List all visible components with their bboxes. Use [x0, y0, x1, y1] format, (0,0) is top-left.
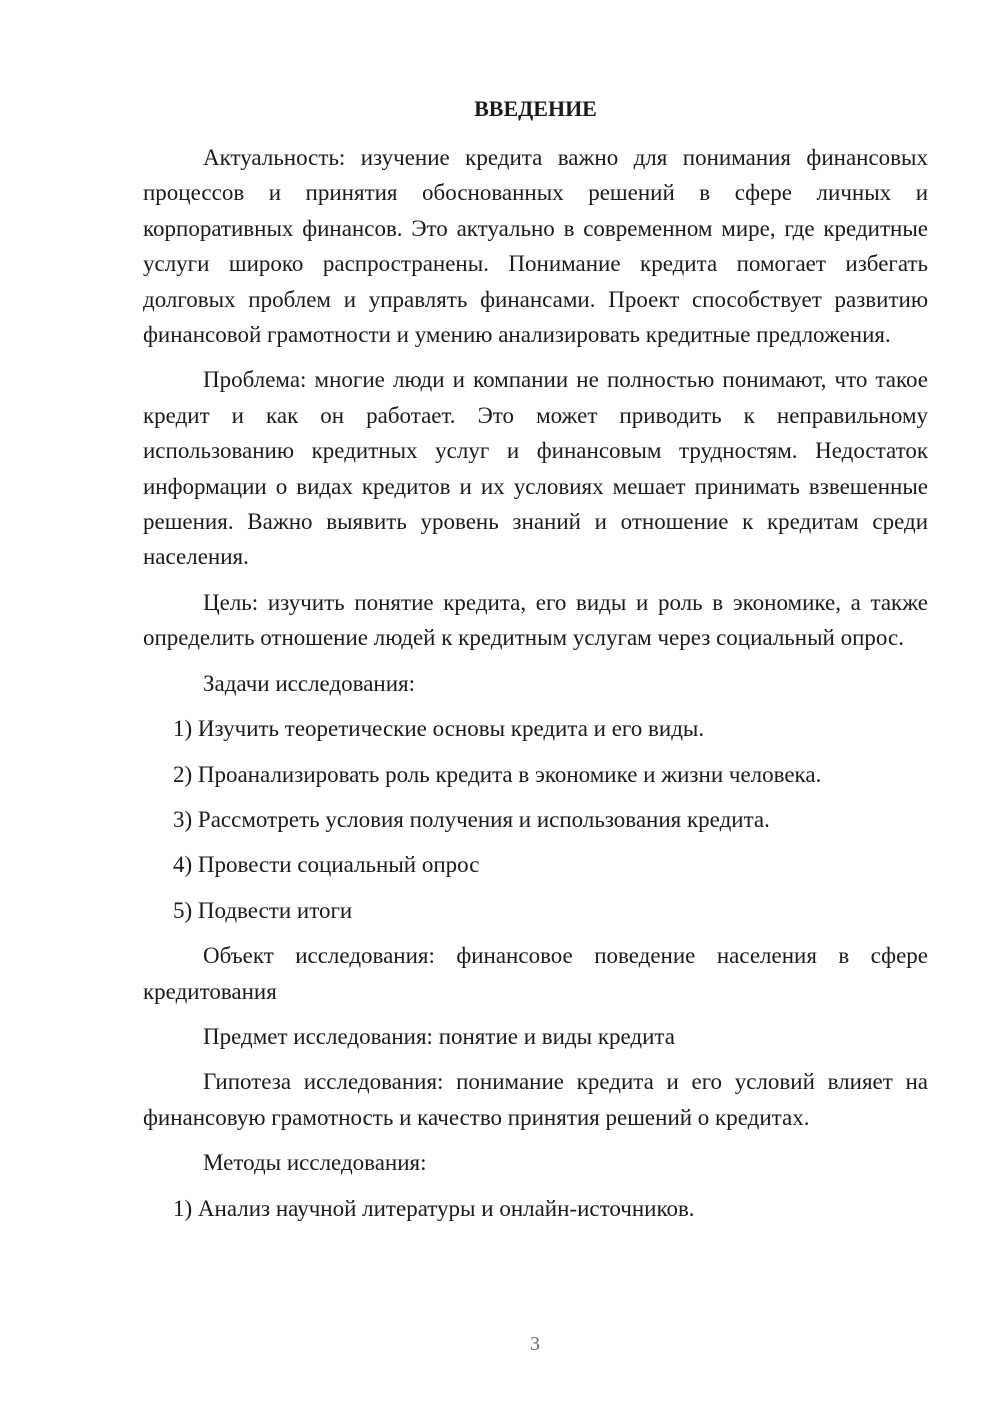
tasks-title: Задачи исследования:: [203, 670, 416, 696]
section-heading: ВВЕДЕНИЕ: [474, 96, 597, 121]
list-item: 4) Провести социальный опрос: [173, 852, 480, 878]
goal-paragraph: Цель: изучить понятие кредита, его виды и роль в экономике, а также определить отношение людей к кредитным услугам через социальный опрос.: [143, 589, 928, 651]
list-item: 5) Подвести итоги: [173, 897, 353, 923]
subject-paragraph: Предмет исследования: понятие и виды кредита: [203, 1023, 675, 1049]
object-paragraph: Объект исследования: финансовое поведение населения в сфере кредитования: [143, 943, 928, 1004]
list-item: 2) Проанализировать роль кредита в экономике и жизни человека.: [173, 761, 822, 787]
document-page: [143, 92, 928, 1236]
relevance-paragraph: Актуальность: изучение кредита важно для понимания финансовых процессов и принятия обоснованных решений в сфере личных и корпоративных финансов. Это актуально в современном мире, где кредитные услуги широко распространены. Понимание кредита помогает избегать долговых проблем и управлять финансами. Проект способствует развитию финансовой грамотности и умению анализировать кредитные предложения.: [143, 145, 928, 348]
methods-title: Методы исследования:: [203, 1150, 427, 1176]
methods-list: [143, 1191, 928, 1226]
list-item: 1) Изучить теоретические основы кредита и его виды.: [173, 716, 705, 742]
problem-paragraph: Проблема: многие люди и компании не полностью понимают, что такое кредит и как он работает. Это может приводить к неправильному использованию кредитных услуг и финансовым трудностям. Недостаток информации о видах кредитов и их условиях мешает принимать взвешенные решения. Важно выявить уровень знаний и отношение к кредитам среди населения.: [143, 367, 928, 570]
list-item: 1) Анализ научной литературы и онлайн-источников.: [173, 1195, 695, 1221]
list-item: 3) Рассмотреть условия получения и использования кредита.: [173, 806, 770, 832]
hypothesis-paragraph: Гипотеза исследования: понимание кредита и его условий влияет на финансовую грамотность и качество принятия решений о кредитах.: [143, 1069, 928, 1130]
tasks-list: [143, 711, 928, 928]
page-number: 3: [530, 1333, 540, 1355]
